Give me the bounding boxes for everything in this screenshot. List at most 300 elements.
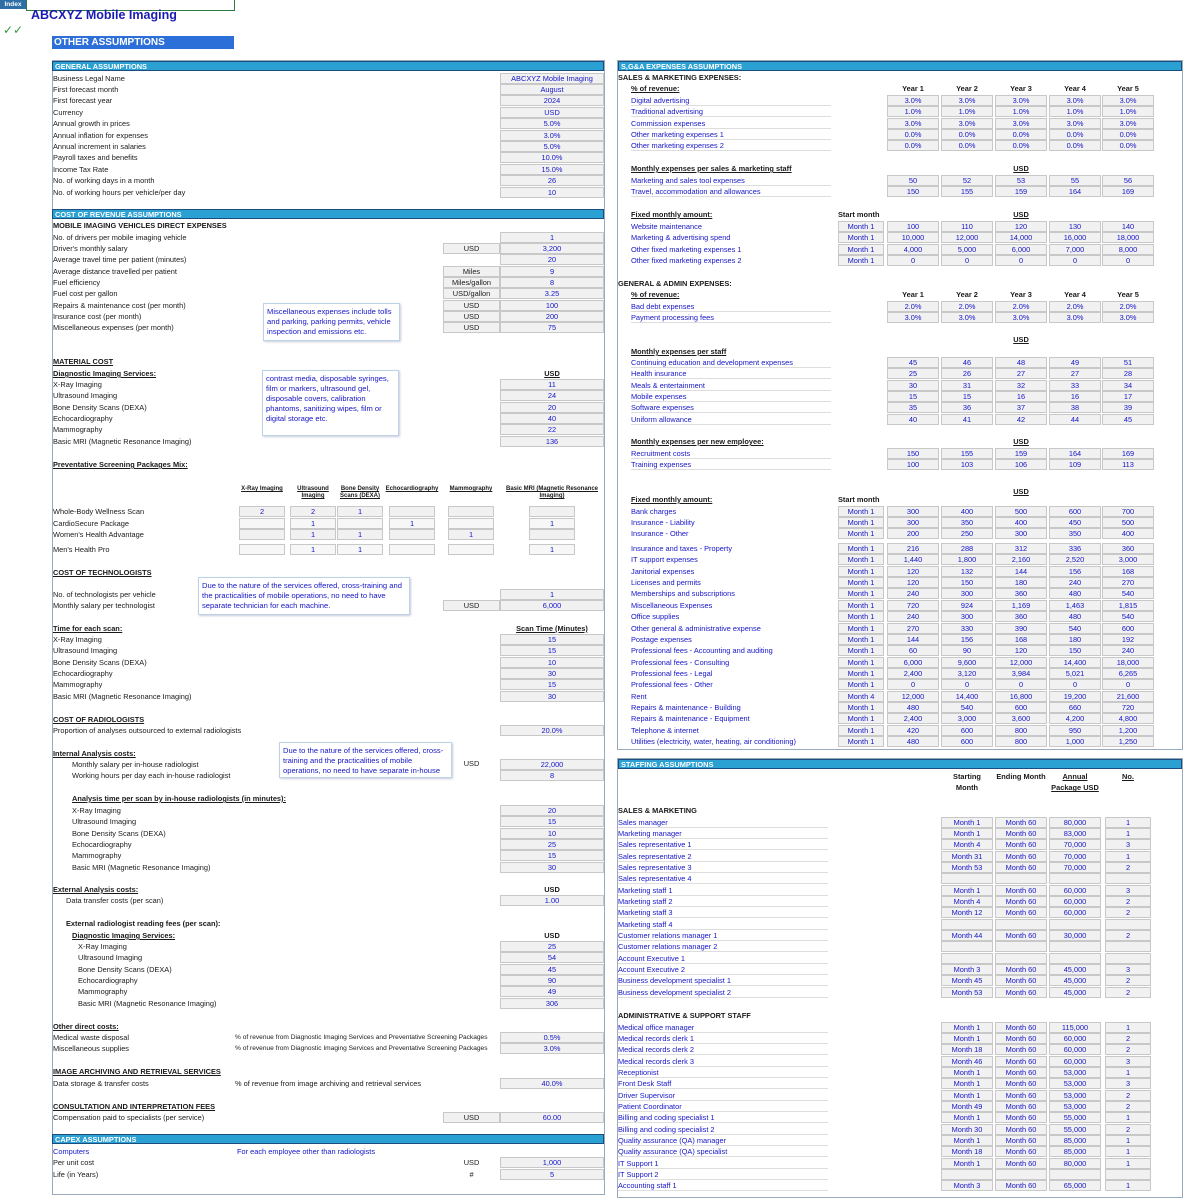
ga-fixed-start[interactable]: Month 1	[838, 713, 884, 724]
staff-value[interactable]: 3	[1105, 1078, 1151, 1089]
ga-fixed-start[interactable]: Month 1	[838, 679, 884, 690]
ga-staff-value[interactable]: 15	[887, 391, 939, 402]
ga-staff-value[interactable]: 27	[1049, 368, 1101, 379]
ga-fixed-value[interactable]: 420	[887, 725, 939, 736]
sm-fixed-start[interactable]: Month 1	[838, 244, 884, 255]
sm-pct-value[interactable]: 0.0%	[1102, 129, 1154, 140]
ga-fixed-value[interactable]: 450	[1049, 517, 1101, 528]
staff-value[interactable]: Month 60	[995, 1112, 1047, 1123]
ga-fixed-value[interactable]: 600	[941, 725, 993, 736]
staff-value[interactable]	[1105, 873, 1151, 884]
general-input[interactable]: 5.0%	[500, 118, 604, 129]
ga-staff-value[interactable]: 32	[995, 380, 1047, 391]
staff-value[interactable]: 3	[1105, 1056, 1151, 1067]
general-input[interactable]: USD	[500, 107, 604, 118]
staff-value[interactable]: 53,000	[1049, 1090, 1101, 1101]
ga-staff-value[interactable]: 16	[995, 391, 1047, 402]
sm-pct-value[interactable]: 0.0%	[887, 129, 939, 140]
capex-input-1[interactable]: 5	[500, 1169, 604, 1180]
staff-value[interactable]: Month 60	[995, 839, 1047, 850]
sm-pct-value[interactable]: 0.0%	[1049, 129, 1101, 140]
package-mix-input[interactable]	[389, 544, 435, 555]
ga-fixed-value[interactable]: 180	[995, 577, 1047, 588]
staff-value[interactable]: 3	[1105, 839, 1151, 850]
package-mix-input[interactable]: 1	[290, 529, 336, 540]
general-input[interactable]: August	[500, 84, 604, 95]
sm-pct-value[interactable]: 1.0%	[1049, 106, 1101, 117]
new-emp-value[interactable]: 113	[1102, 459, 1154, 470]
ga-fixed-value[interactable]: 9,600	[941, 657, 993, 668]
ga-fixed-start[interactable]: Month 1	[838, 566, 884, 577]
staff-value[interactable]: Month 60	[995, 964, 1047, 975]
other-direct-input[interactable]: 0.5%	[500, 1032, 604, 1043]
staff-value[interactable]: 1	[1105, 1112, 1151, 1123]
staff-value[interactable]: 60,000	[1049, 1056, 1101, 1067]
consult-input[interactable]: 60.00	[500, 1112, 604, 1123]
ga-fixed-value[interactable]: 2,520	[1049, 554, 1101, 565]
reading-input[interactable]: 90	[500, 975, 604, 986]
staff-value[interactable]: 2	[1105, 907, 1151, 918]
ga-pct-value[interactable]: 2.0%	[941, 301, 993, 312]
ga-fixed-value[interactable]: 3,984	[995, 668, 1047, 679]
ga-fixed-value[interactable]: 18,000	[1102, 657, 1154, 668]
sm-fixed-value[interactable]: 0	[995, 255, 1047, 266]
sm-fixed-value[interactable]: 5,000	[941, 244, 993, 255]
ga-fixed-start[interactable]: Month 1	[838, 577, 884, 588]
ga-staff-value[interactable]: 37	[995, 402, 1047, 413]
sm-fixed-value[interactable]: 0	[1102, 255, 1154, 266]
ga-fixed-start[interactable]: Month 1	[838, 517, 884, 528]
sm-fixed-value[interactable]: 100	[887, 221, 939, 232]
reading-input[interactable]: 306	[500, 998, 604, 1009]
staff-value[interactable]: Month 53	[941, 987, 993, 998]
ga-fixed-value[interactable]: 2,400	[887, 713, 939, 724]
staff-value[interactable]: 80,000	[1049, 817, 1101, 828]
ga-fixed-value[interactable]: 4,200	[1049, 713, 1101, 724]
staff-value[interactable]: Month 60	[995, 828, 1047, 839]
internal-input-1[interactable]: 8	[500, 770, 604, 781]
material-input[interactable]: 24	[500, 390, 604, 401]
staff-value[interactable]: Month 1	[941, 828, 993, 839]
staff-value[interactable]: Month 1	[941, 817, 993, 828]
sm-pct-value[interactable]: 0.0%	[941, 140, 993, 151]
ga-fixed-value[interactable]: 400	[941, 506, 993, 517]
staff-value[interactable]: Month 1	[941, 885, 993, 896]
staff-value[interactable]: Month 60	[995, 1033, 1047, 1044]
ga-staff-value[interactable]: 40	[887, 414, 939, 425]
ga-fixed-value[interactable]: 6,000	[887, 657, 939, 668]
staff-value[interactable]	[1049, 953, 1101, 964]
ga-staff-value[interactable]: 28	[1102, 368, 1154, 379]
ga-fixed-value[interactable]: 144	[995, 566, 1047, 577]
staff-value[interactable]	[941, 919, 993, 930]
staff-value[interactable]: 1	[1105, 1158, 1151, 1169]
ga-staff-value[interactable]: 45	[1102, 414, 1154, 425]
sm-pct-value[interactable]: 1.0%	[887, 106, 939, 117]
sm-fixed-value[interactable]: 4,000	[887, 244, 939, 255]
staff-value[interactable]	[995, 1169, 1047, 1180]
sm-fixed-value[interactable]: 120	[995, 221, 1047, 232]
staff-value[interactable]	[1049, 1169, 1101, 1180]
ga-fixed-start[interactable]: Month 1	[838, 623, 884, 634]
ga-staff-value[interactable]: 16	[1049, 391, 1101, 402]
ga-fixed-value[interactable]: 600	[941, 736, 993, 747]
new-emp-value[interactable]: 106	[995, 459, 1047, 470]
ga-staff-value[interactable]: 34	[1102, 380, 1154, 391]
ga-fixed-start[interactable]: Month 1	[838, 736, 884, 747]
ga-fixed-value[interactable]: 250	[941, 528, 993, 539]
staff-value[interactable]: 3	[1105, 885, 1151, 896]
package-mix-input[interactable]	[239, 529, 285, 540]
package-mix-input[interactable]: 1	[529, 518, 575, 529]
archiving-input[interactable]: 40.0%	[500, 1078, 604, 1089]
staff-value[interactable]: 1	[1105, 1022, 1151, 1033]
analysis-input[interactable]: 15	[500, 816, 604, 827]
staff-value[interactable]: Month 60	[995, 885, 1047, 896]
other-direct-input[interactable]: 3.0%	[500, 1043, 604, 1054]
staff-value[interactable]: 2	[1105, 987, 1151, 998]
ga-fixed-value[interactable]: 3,120	[941, 668, 993, 679]
staff-value[interactable]: 60,000	[1049, 885, 1101, 896]
scan-input[interactable]: 30	[500, 668, 604, 679]
cor-input[interactable]: 9	[500, 266, 604, 277]
staff-value[interactable]: 60,000	[1049, 896, 1101, 907]
staff-value[interactable]: 85,000	[1049, 1146, 1101, 1157]
ga-staff-value[interactable]: 33	[1049, 380, 1101, 391]
staff-value[interactable]: 45,000	[1049, 964, 1101, 975]
new-emp-value[interactable]: 164	[1049, 448, 1101, 459]
staff-value[interactable]: Month 60	[995, 987, 1047, 998]
package-mix-input[interactable]	[239, 544, 285, 555]
staff-value[interactable]: Month 60	[995, 896, 1047, 907]
ga-fixed-value[interactable]: 360	[995, 611, 1047, 622]
staff-value[interactable]: Month 1	[941, 1112, 993, 1123]
ga-pct-value[interactable]: 2.0%	[1049, 301, 1101, 312]
staff-value[interactable]	[941, 953, 993, 964]
ga-fixed-value[interactable]: 600	[1102, 623, 1154, 634]
staff-value[interactable]: 1	[1105, 851, 1151, 862]
staff-value[interactable]: 53,000	[1049, 1101, 1101, 1112]
ga-fixed-value[interactable]: 350	[1049, 528, 1101, 539]
staff-value[interactable]: 115,000	[1049, 1022, 1101, 1033]
index-tab[interactable]: Index	[0, 0, 26, 9]
ga-fixed-value[interactable]: 500	[995, 506, 1047, 517]
ga-fixed-start[interactable]: Month 1	[838, 543, 884, 554]
ga-staff-value[interactable]: 41	[941, 414, 993, 425]
new-emp-value[interactable]: 100	[887, 459, 939, 470]
ga-fixed-value[interactable]: 390	[995, 623, 1047, 634]
new-emp-value[interactable]: 159	[995, 448, 1047, 459]
package-mix-input[interactable]: 1	[389, 518, 435, 529]
ga-fixed-value[interactable]: 270	[887, 623, 939, 634]
package-mix-input[interactable]: 1	[290, 544, 336, 555]
rad-prop-input[interactable]: 20.0%	[500, 725, 604, 736]
staff-value[interactable]: 70,000	[1049, 839, 1101, 850]
sm-staff-value[interactable]: 50	[887, 175, 939, 186]
sm-pct-value[interactable]: 3.0%	[887, 118, 939, 129]
staff-value[interactable]: 53,000	[1049, 1078, 1101, 1089]
ga-fixed-start[interactable]: Month 1	[838, 600, 884, 611]
ga-fixed-value[interactable]: 150	[1049, 645, 1101, 656]
staff-value[interactable]: 55,000	[1049, 1112, 1101, 1123]
ga-fixed-value[interactable]: 120	[995, 645, 1047, 656]
staff-value[interactable]: Month 1	[941, 1078, 993, 1089]
staff-value[interactable]	[995, 873, 1047, 884]
sm-fixed-value[interactable]: 110	[941, 221, 993, 232]
ga-fixed-value[interactable]: 300	[887, 506, 939, 517]
staff-value[interactable]: Month 60	[995, 1146, 1047, 1157]
ga-fixed-value[interactable]: 270	[1102, 577, 1154, 588]
staff-value[interactable]	[995, 953, 1047, 964]
sm-pct-value[interactable]: 1.0%	[941, 106, 993, 117]
staff-value[interactable]: Month 30	[941, 1124, 993, 1135]
cor-input[interactable]: 8	[500, 277, 604, 288]
staff-value[interactable]: 1	[1105, 1135, 1151, 1146]
staff-value[interactable]: Month 49	[941, 1101, 993, 1112]
sm-pct-value[interactable]: 0.0%	[887, 140, 939, 151]
ga-fixed-value[interactable]: 1,440	[887, 554, 939, 565]
sm-fixed-value[interactable]: 16,000	[1049, 232, 1101, 243]
ga-fixed-value[interactable]: 400	[995, 517, 1047, 528]
sm-fixed-value[interactable]: 10,000	[887, 232, 939, 243]
new-emp-value[interactable]: 155	[941, 448, 993, 459]
sm-pct-value[interactable]: 0.0%	[995, 140, 1047, 151]
staff-value[interactable]: Month 60	[995, 1078, 1047, 1089]
new-emp-value[interactable]: 109	[1049, 459, 1101, 470]
sm-fixed-start[interactable]: Month 1	[838, 255, 884, 266]
analysis-input[interactable]: 25	[500, 839, 604, 850]
staff-value[interactable]: 2	[1105, 862, 1151, 873]
staff-value[interactable]	[1105, 941, 1151, 952]
package-mix-input[interactable]	[448, 506, 494, 517]
staff-value[interactable]: 1	[1105, 817, 1151, 828]
staff-value[interactable]: 60,000	[1049, 1044, 1101, 1055]
ga-staff-value[interactable]: 27	[995, 368, 1047, 379]
staff-value[interactable]: Month 60	[995, 1124, 1047, 1135]
staff-value[interactable]: 2	[1105, 975, 1151, 986]
staff-value[interactable]: Month 60	[995, 1135, 1047, 1146]
staff-value[interactable]	[1105, 953, 1151, 964]
ga-fixed-value[interactable]: 132	[941, 566, 993, 577]
sm-fixed-start[interactable]: Month 1	[838, 232, 884, 243]
reading-input[interactable]: 45	[500, 964, 604, 975]
sm-pct-value[interactable]: 3.0%	[1102, 118, 1154, 129]
material-input[interactable]: 11	[500, 379, 604, 390]
package-mix-input[interactable]: 1	[337, 506, 383, 517]
staff-value[interactable]: Month 4	[941, 839, 993, 850]
cor-input[interactable]: 200	[500, 311, 604, 322]
ga-fixed-value[interactable]: 330	[941, 623, 993, 634]
general-input[interactable]: 10.0%	[500, 152, 604, 163]
scan-input[interactable]: 15	[500, 645, 604, 656]
ga-staff-value[interactable]: 31	[941, 380, 993, 391]
tech-input-0[interactable]: 1	[500, 589, 604, 600]
staff-value[interactable]: Month 1	[941, 1033, 993, 1044]
package-mix-input[interactable]	[239, 518, 285, 529]
sm-pct-value[interactable]: 0.0%	[941, 129, 993, 140]
staff-value[interactable]	[941, 873, 993, 884]
ga-fixed-value[interactable]: 336	[1049, 543, 1101, 554]
ga-pct-value[interactable]: 2.0%	[1102, 301, 1154, 312]
ga-fixed-value[interactable]: 3,600	[995, 713, 1047, 724]
ga-fixed-value[interactable]: 300	[941, 588, 993, 599]
sm-fixed-value[interactable]: 0	[941, 255, 993, 266]
ga-staff-value[interactable]: 49	[1049, 357, 1101, 368]
ga-fixed-value[interactable]: 240	[1102, 645, 1154, 656]
cor-input[interactable]: 3,200	[500, 243, 604, 254]
staff-value[interactable]: Month 60	[995, 1056, 1047, 1067]
sm-fixed-value[interactable]: 14,000	[995, 232, 1047, 243]
sm-staff-value[interactable]: 155	[941, 186, 993, 197]
package-mix-input[interactable]: 1	[337, 529, 383, 540]
capex-input-0[interactable]: 1,000	[500, 1157, 604, 1168]
staff-value[interactable]: Month 60	[995, 851, 1047, 862]
staff-value[interactable]: 1	[1105, 1067, 1151, 1078]
reading-input[interactable]: 25	[500, 941, 604, 952]
staff-value[interactable]: Month 60	[995, 907, 1047, 918]
sm-staff-value[interactable]: 150	[887, 186, 939, 197]
ga-staff-value[interactable]: 39	[1102, 402, 1154, 413]
ga-fixed-value[interactable]: 1,800	[941, 554, 993, 565]
staff-value[interactable]	[1049, 941, 1101, 952]
ga-staff-value[interactable]: 35	[887, 402, 939, 413]
ga-fixed-value[interactable]: 360	[995, 588, 1047, 599]
new-emp-value[interactable]: 150	[887, 448, 939, 459]
sm-fixed-value[interactable]: 140	[1102, 221, 1154, 232]
ga-fixed-start[interactable]: Month 1	[838, 611, 884, 622]
sm-staff-value[interactable]: 56	[1102, 175, 1154, 186]
sm-fixed-value[interactable]: 6,000	[995, 244, 1047, 255]
ga-fixed-value[interactable]: 950	[1049, 725, 1101, 736]
sm-pct-value[interactable]: 1.0%	[995, 106, 1047, 117]
package-mix-input[interactable]	[389, 506, 435, 517]
ga-staff-value[interactable]: 25	[887, 368, 939, 379]
cor-input[interactable]: 75	[500, 322, 604, 333]
ga-pct-value[interactable]: 2.0%	[887, 301, 939, 312]
staff-value[interactable]: 85,000	[1049, 1135, 1101, 1146]
staff-value[interactable]	[1049, 873, 1101, 884]
staff-value[interactable]: Month 46	[941, 1056, 993, 1067]
sm-staff-value[interactable]: 55	[1049, 175, 1101, 186]
staff-value[interactable]	[1049, 919, 1101, 930]
cor-input[interactable]: 3.25	[500, 288, 604, 299]
ga-staff-value[interactable]: 17	[1102, 391, 1154, 402]
ga-fixed-start[interactable]: Month 1	[838, 702, 884, 713]
ga-pct-value[interactable]: 3.0%	[995, 312, 1047, 323]
analysis-input[interactable]: 20	[500, 805, 604, 816]
ga-fixed-value[interactable]: 800	[995, 725, 1047, 736]
staff-value[interactable]: 45,000	[1049, 975, 1101, 986]
ga-fixed-value[interactable]: 156	[1049, 566, 1101, 577]
sm-pct-value[interactable]: 3.0%	[887, 95, 939, 106]
ga-staff-value[interactable]: 51	[1102, 357, 1154, 368]
ga-fixed-value[interactable]: 700	[1102, 506, 1154, 517]
staff-value[interactable]: 2	[1105, 1124, 1151, 1135]
ga-pct-value[interactable]: 2.0%	[995, 301, 1047, 312]
ga-fixed-value[interactable]: 6,265	[1102, 668, 1154, 679]
ga-staff-value[interactable]: 15	[941, 391, 993, 402]
sm-staff-value[interactable]: 53	[995, 175, 1047, 186]
staff-value[interactable]: Month 60	[995, 1101, 1047, 1112]
package-mix-input[interactable]	[529, 506, 575, 517]
staff-value[interactable]: 70,000	[1049, 862, 1101, 873]
ga-fixed-value[interactable]: 192	[1102, 634, 1154, 645]
package-mix-input[interactable]	[448, 544, 494, 555]
sm-pct-value[interactable]: 1.0%	[1102, 106, 1154, 117]
analysis-input[interactable]: 10	[500, 828, 604, 839]
ga-fixed-value[interactable]: 540	[941, 702, 993, 713]
analysis-input[interactable]: 15	[500, 850, 604, 861]
ga-fixed-value[interactable]: 500	[1102, 517, 1154, 528]
ga-fixed-value[interactable]: 0	[995, 679, 1047, 690]
ga-fixed-value[interactable]: 150	[941, 577, 993, 588]
ga-fixed-value[interactable]: 168	[1102, 566, 1154, 577]
material-input[interactable]: 20	[500, 402, 604, 413]
sm-fixed-value[interactable]: 18,000	[1102, 232, 1154, 243]
staff-value[interactable]	[995, 941, 1047, 952]
sm-fixed-value[interactable]: 0	[1049, 255, 1101, 266]
analysis-input[interactable]: 30	[500, 862, 604, 873]
ga-fixed-value[interactable]: 360	[1102, 543, 1154, 554]
ga-fixed-value[interactable]: 540	[1049, 623, 1101, 634]
ga-fixed-value[interactable]: 660	[1049, 702, 1101, 713]
staff-value[interactable]	[1105, 919, 1151, 930]
staff-value[interactable]: Month 60	[995, 862, 1047, 873]
ga-fixed-value[interactable]: 90	[941, 645, 993, 656]
staff-value[interactable]: 2	[1105, 896, 1151, 907]
staff-value[interactable]: 30,000	[1049, 930, 1101, 941]
ga-staff-value[interactable]: 48	[995, 357, 1047, 368]
package-mix-input[interactable]: 1	[290, 518, 336, 529]
package-mix-input[interactable]: 1	[337, 544, 383, 555]
sm-pct-value[interactable]: 3.0%	[995, 118, 1047, 129]
ga-pct-value[interactable]: 3.0%	[941, 312, 993, 323]
sm-pct-value[interactable]: 3.0%	[1049, 95, 1101, 106]
staff-value[interactable]: Month 45	[941, 975, 993, 986]
ga-fixed-value[interactable]: 480	[1049, 611, 1101, 622]
scan-input[interactable]: 10	[500, 657, 604, 668]
staff-value[interactable]: Month 1	[941, 1135, 993, 1146]
cor-input[interactable]: 20	[500, 254, 604, 265]
ga-fixed-start[interactable]: Month 1	[838, 725, 884, 736]
ga-fixed-value[interactable]: 480	[887, 736, 939, 747]
package-mix-input[interactable]: 2	[290, 506, 336, 517]
staff-value[interactable]: 2	[1105, 1101, 1151, 1112]
ga-fixed-start[interactable]: Month 1	[838, 528, 884, 539]
ga-fixed-start[interactable]: Month 1	[838, 668, 884, 679]
ga-fixed-start[interactable]: Month 1	[838, 554, 884, 565]
ga-fixed-start[interactable]: Month 1	[838, 645, 884, 656]
ga-fixed-value[interactable]: 300	[941, 611, 993, 622]
ga-fixed-value[interactable]: 300	[887, 517, 939, 528]
staff-value[interactable]: Month 60	[995, 817, 1047, 828]
staff-value[interactable]: Month 4	[941, 896, 993, 907]
ga-fixed-value[interactable]: 0	[887, 679, 939, 690]
ga-fixed-value[interactable]: 4,800	[1102, 713, 1154, 724]
general-input[interactable]: 5.0%	[500, 141, 604, 152]
ga-fixed-value[interactable]: 600	[995, 702, 1047, 713]
ga-staff-value[interactable]: 36	[941, 402, 993, 413]
ga-staff-value[interactable]: 38	[1049, 402, 1101, 413]
ga-fixed-start[interactable]: Month 1	[838, 634, 884, 645]
ga-fixed-value[interactable]: 180	[1049, 634, 1101, 645]
ga-fixed-value[interactable]: 3,000	[941, 713, 993, 724]
staff-value[interactable]: Month 60	[995, 1180, 1047, 1191]
sm-pct-value[interactable]: 3.0%	[1049, 118, 1101, 129]
scan-input[interactable]: 15	[500, 679, 604, 690]
ga-fixed-value[interactable]: 0	[941, 679, 993, 690]
general-input[interactable]: 26	[500, 175, 604, 186]
